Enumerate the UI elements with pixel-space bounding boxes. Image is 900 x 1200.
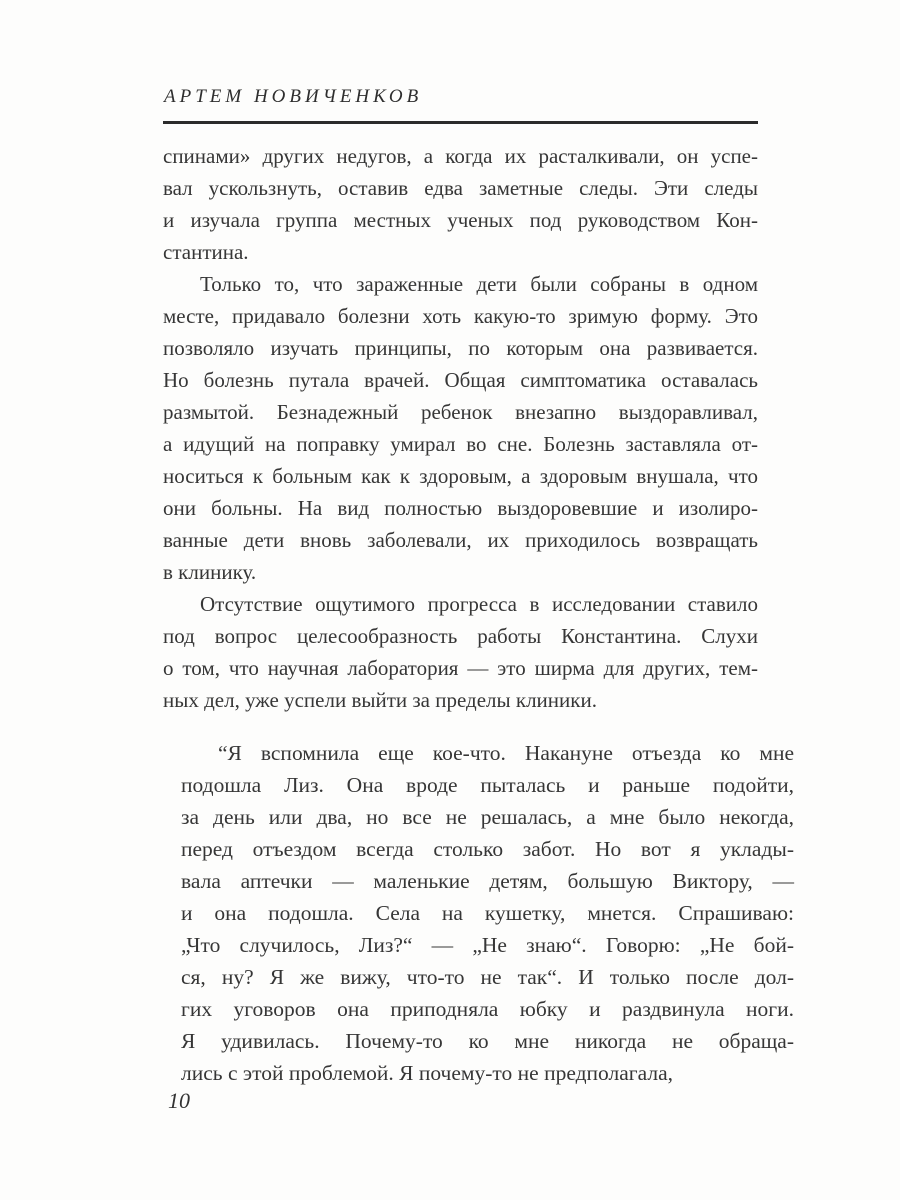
text-line: „Что случилось, Лиз?“ — „Не знаю“. Говорю: „Не бой- (181, 933, 794, 957)
text-line: ванные дети вновь заболевали, их приходилось возвращать (163, 528, 758, 552)
text-line: “Я вспомнила еще кое-что. Накануне отъезда ко мне (218, 741, 794, 765)
text-line: Но болезнь путала врачей. Общая симптоматика оставалась (163, 368, 758, 392)
text-line: ся, ну? Я же вижу, что-то не так“. И только после дол- (181, 965, 794, 989)
text-line: а идущий на поправку умирал во сне. Болезнь заставляла от- (163, 432, 758, 456)
header-rule (163, 121, 758, 124)
text-line: о том, что научная лаборатория — это ширма для других, тем- (163, 656, 758, 680)
text-line: стантина. (163, 240, 249, 264)
text-line: и изучала группа местных ученых под руководством Кон- (163, 208, 758, 232)
body-paragraph (163, 588, 758, 716)
text-line: Только то, что зараженные дети были собраны в одном (200, 272, 758, 296)
text-line: под вопрос целесообразность работы Константина. Слухи (163, 624, 758, 648)
text-line: подошла Лиз. Она вроде пыталась и раньше подойти, (181, 773, 794, 797)
text-line: перед отъездом всегда столько забот. Но вот я уклады- (181, 837, 794, 861)
text-line: и она подошла. Села на кушетку, мнется. Спрашиваю: (181, 901, 794, 925)
page-text-block (163, 140, 794, 1089)
text-line: Я удивилась. Почему-то ко мне никогда не обраща- (181, 1029, 794, 1053)
text-line: месте, придавало болезни хоть какую-то зримую форму. Это (163, 304, 758, 328)
page-number: 10 (168, 1088, 190, 1113)
running-header: АРТЕМ НОВИЧЕНКОВ (164, 86, 423, 107)
text-line: позволяло изучать принципы, по которым она развивается. (163, 336, 758, 360)
text-line: они больны. На вид полностью выздоровевшие и изолиро- (163, 496, 758, 520)
text-line: носиться к больным как к здоровым, а здоровым внушала, что (163, 464, 758, 488)
text-line: за день или два, но все не решалась, а мне было некогда, (181, 805, 794, 829)
text-line: Отсутствие ощутимого прогресса в исследовании ставило (200, 592, 758, 616)
text-line: лись с этой проблемой. Я почему-то не предполагала, (181, 1061, 673, 1085)
body-paragraph (163, 268, 758, 588)
text-line: вал ускользнуть, оставив едва заметные следы. Эти следы (163, 176, 758, 200)
body-paragraph (163, 140, 758, 268)
text-line: вала аптечки — маленькие детям, большую Виктору, — (181, 869, 794, 893)
text-line: в клинику. (163, 560, 257, 584)
text-line: спинами» других недугов, а когда их расталкивали, он успе- (163, 144, 758, 168)
text-line: размытой. Безнадежный ребенок внезапно выздоравливал, (163, 400, 758, 424)
quote-paragraph (181, 737, 794, 1089)
text-line: гих уговоров она приподняла юбку и раздвинула ноги. (181, 997, 794, 1021)
text-line: ных дел, уже успели выйти за пределы клиники. (163, 688, 597, 712)
